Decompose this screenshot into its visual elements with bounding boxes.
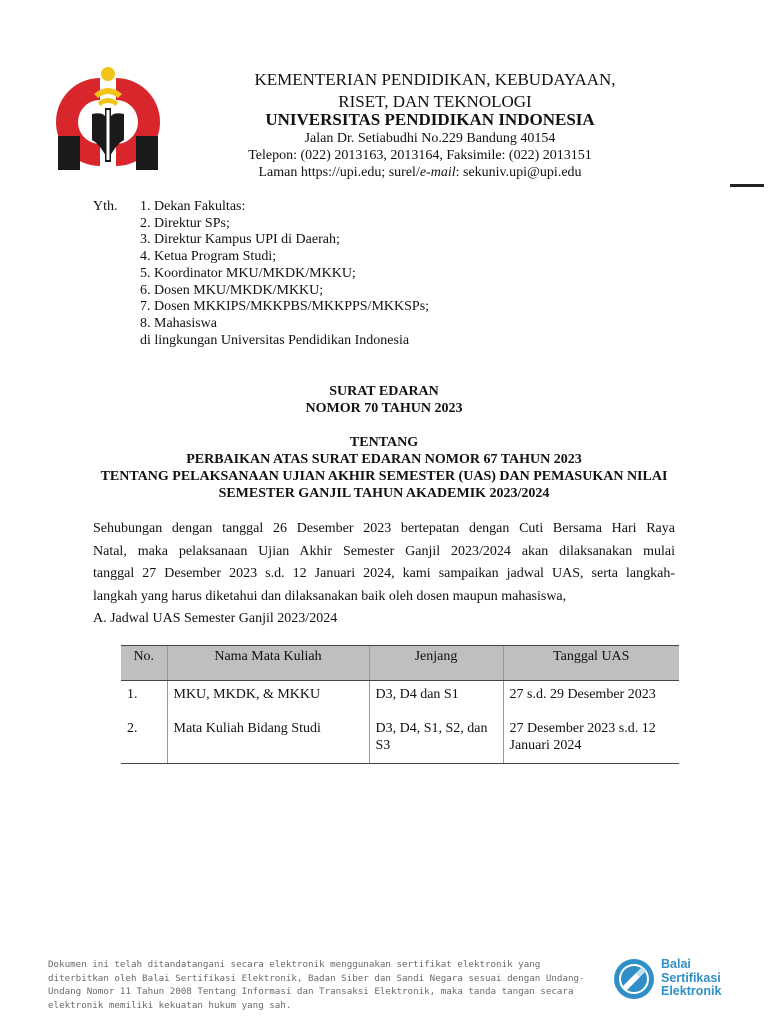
cell-level: D3, D4 dan S1 [369,681,503,716]
recipient-scope: di lingkungan Universitas Pendidikan Indonesia [140,332,410,348]
recipient-item: 6. Dosen MKU/MKDK/MKKU; [140,282,324,298]
bsre-line-2: Sertifikasi [661,970,721,985]
subject-line-2: TENTANG PELAKSANAAN UJIAN AKHIR SEMESTER (UAS) DAN PEMASUKAN NILAI [100,469,668,484]
subject-line-1: PERBAIKAN ATAS SURAT EDARAN NOMOR 67 TAHUN 2023 [186,452,582,467]
header-course: Nama Mata Kuliah [167,646,369,681]
recipient-item: 3. Direktur Kampus UPI di Daerah; [140,232,340,248]
bsre-label [661,958,721,999]
bsre-logo-icon [612,957,656,1001]
recipient-item: 1. Dekan Fakultas: [140,199,246,214]
esign-notice: Dokumen ini telah ditandatangani secara elektronik menggunakan sertifikat elektronik yang diterbitkan oleh Balai Sertifikasi Elektronik, Badan Siber dan Sandi Negara sesuai dengan Undang-Undang Nomor 11 Tahun 2008 Tentang Informasi dan Transaksi Elektronik, maka tanda tangan secara elektronik memiliki kekuatan hukum yang sah. [48,959,585,1011]
recipients-label: Yth. [93,199,118,214]
university-name: UNIVERSITAS PENDIDIKAN INDONESIA [265,110,595,129]
body-line: Sehubungan dengan tanggal 26 Desember 2023 bertepatan dengan Cuti Bersama Hari Raya [93,521,675,536]
section-a-title: A. Jadwal UAS Semester Ganjil 2023/2024 [93,611,338,626]
address-line: Jalan Dr. Setiabudhi No.229 Bandung 40154 [304,131,556,146]
recipient-item: 2. Direktur SPs; [140,215,230,231]
bsre-line-1: Balai [661,957,691,971]
subject-line-3: SEMESTER GANJIL TAHUN AKADEMIK 2023/2024 [218,486,550,501]
cell-course: Mata Kuliah Bidang Studi [167,715,369,764]
recipient-item: 8. Mahasiswa [140,315,217,331]
cell-date: 27 Desember 2023 s.d. 12 Januari 2024 [503,715,679,764]
body-line: tanggal 27 Desember 2023 s.d. 12 Januari 2024, kami sampaikan jadwal UAS, serta langkah- [93,566,675,581]
recipients-list [140,199,429,349]
web-line [200,165,640,181]
table-row [121,681,679,716]
table-header-row [121,646,679,681]
cell-date: 27 s.d. 29 Desember 2023 [503,681,679,716]
header-level: Jenjang [369,646,503,681]
body-paragraph [93,518,675,608]
web-email[interactable]: : sekuniv.upi@upi.edu [455,165,582,180]
web-prefix[interactable]: Laman https://upi.edu; surel/ [258,165,420,180]
header-date: Tanggal UAS [503,646,679,681]
recipient-item: 4. Ketua Program Studi; [140,249,277,265]
document-heading: SURAT EDARAN [329,384,439,399]
header-rule [730,184,764,187]
cell-level: D3, D4, S1, S2, dan S3 [369,715,503,764]
cell-no: 2. [121,715,167,764]
document-number: NOMOR 70 TAHUN 2023 [305,401,463,416]
email-label: e-mail [419,165,456,180]
uas-schedule-table [121,645,679,764]
ministry-line-1: KEMENTERIAN PENDIDIKAN, KEBUDAYAAN, [254,70,616,89]
cell-no: 1. [127,687,138,702]
phone-line: Telepon: (022) 2013163, 2013164, Faksimile: (022) 2013151 [248,148,592,163]
about-label: TENTANG [349,435,419,450]
upi-logo-icon [50,64,166,174]
cell-course: MKU, MKDK, & MKKU [167,681,369,716]
recipient-item: 7. Dosen MKKIPS/MKKPBS/MKKPPS/MKKSPs; [140,299,430,315]
ministry-line-2: RISET, DAN TEKNOLOGI [338,92,532,111]
table-row [121,715,679,764]
body-line: Natal, maka pelaksanaan Ujian Akhir Semester Ganjil 2023/2024 akan dilaksanakan mulai [93,543,675,559]
header-no: No. [121,646,167,681]
recipient-item: 5. Koordinator MKU/MKDK/MKKU; [140,265,356,281]
body-line: langkah yang harus diketahui dan dilaksanakan baik oleh dosen maupun mahasiswa, [93,588,567,604]
bsre-line-3: Elektronik [661,984,722,998]
